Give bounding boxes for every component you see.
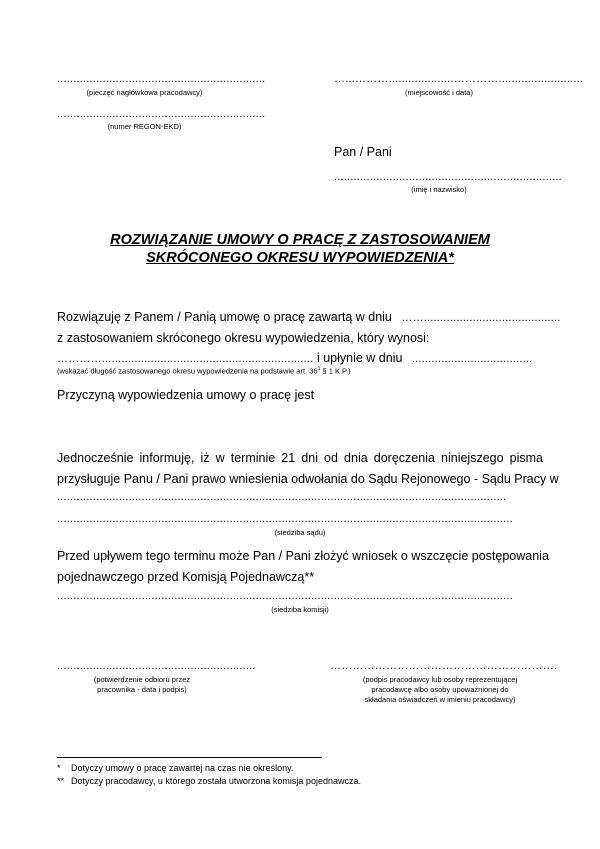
stamp-dotted-line: ................................................................ — [57, 73, 266, 85]
footnote-2 — [57, 776, 361, 786]
period-note-superscript: 1 — [317, 366, 321, 372]
period-length-dotted-line: …………................................................................. — [57, 353, 314, 365]
period-note-text-b: § 1 K.P.) — [320, 366, 351, 376]
court-dotted-line-2: ............................................................................................................................................ — [57, 513, 513, 525]
appeal-info-line-2: przysługuje Panu / Pani prawo wniesienia odwołania do Sądu Rejonowego - Sądu Pracy w — [57, 472, 559, 486]
commission-info-line-2: pojednawczego przed Komisją Pojednawczą** — [57, 570, 315, 584]
appeal-info-line-1: Jednocześnie informuję, iż w terminie 21 dni od dnia doręczenia niniejszego pisma — [57, 451, 543, 465]
footnote-2-text: Dotyczy pracodawcy, u którego została utworzona komisja pojednawcza. — [71, 776, 361, 786]
employer-caption-line-2: pracodawcę albo osoby upoważnionej do — [371, 685, 509, 694]
court-dotted-line-1: .......................................................................................................................................... — [57, 491, 507, 503]
period-length-caption — [57, 366, 351, 376]
employer-caption-line-1: (podpis pracodawcy lub osoby reprezentującej — [362, 675, 518, 684]
employer-signature-caption — [330, 675, 550, 705]
document-title-line-1: ROZWIĄZANIE UMOWY O PRACĘ Z ZASTOSOWANIEM — [110, 232, 490, 248]
receipt-caption — [57, 675, 227, 695]
contract-date-dotted-line: …….......................................... — [401, 312, 561, 324]
end-date-dotted-line: ..................................... — [411, 353, 533, 365]
receipt-dotted-line: ............................................................. — [57, 660, 256, 672]
termination-date-text: Rozwiązuję z Panem / Panią umowę o pracę zawartą w dniu — [57, 310, 392, 324]
regon-caption: (numer REGON-EKD) — [107, 122, 182, 131]
footnote-1 — [57, 763, 293, 773]
name-dotted-line: ...................................................................... — [334, 171, 562, 183]
addressee-label: Pan / Pani — [334, 145, 392, 159]
place-date-caption: (miejscowość i data) — [405, 88, 473, 97]
termination-reason-label: Przyczyną wypowiedzenia umowy o pracę jest — [57, 388, 315, 402]
period-and-end-date-line — [57, 351, 532, 365]
footnote-1-mark: * — [57, 763, 61, 773]
commission-info-line-1: Przed upływem tego terminu może Pan / Pani złożyć wniosek o wszczęcie postępowania — [57, 549, 549, 563]
employer-caption-line-3: składania oświadczeń w imieniu pracodawcy) — [364, 695, 516, 704]
termination-date-sentence — [57, 310, 561, 324]
shortened-period-text: z zastosowaniem skróconego okresu wypowiedzenia, który wynosi: — [57, 331, 430, 345]
receipt-caption-line-2: pracownika - data i podpis) — [97, 685, 187, 694]
receipt-caption-line-1: (potwierdzenie odbioru przez — [93, 675, 191, 684]
footnote-separator — [57, 757, 322, 758]
footnote-1-text: Dotyczy umowy o pracę zawartej na czas nie określony. — [71, 763, 294, 773]
period-note-text-a: (wskazać długość zastosowanego okresu wypowiedzenia na podstawie art. 36 — [57, 366, 318, 376]
name-caption: (imię i nazwisko) — [411, 185, 467, 194]
court-caption: (siedziba sądu) — [274, 528, 326, 537]
document-title-line-2: SKRÓCONEGO OKRESU WYPOWIEDZENIA* — [146, 250, 454, 266]
regon-dotted-line: ................................................................ — [57, 108, 266, 120]
commission-dotted-line: ............................................................................................................................................ — [57, 590, 513, 602]
employer-signature-dotted-line: ……………………………………………………. — [330, 660, 558, 672]
stamp-caption: (pieczęć nagłówkowa pracodawcy) — [86, 88, 203, 97]
commission-caption: (siedziba komisji) — [271, 605, 329, 614]
footnote-2-mark: ** — [57, 776, 65, 786]
end-date-text: i upłynie w dniu — [316, 351, 403, 365]
place-date-dotted-line: …...………....................………….......................... — [334, 73, 584, 85]
